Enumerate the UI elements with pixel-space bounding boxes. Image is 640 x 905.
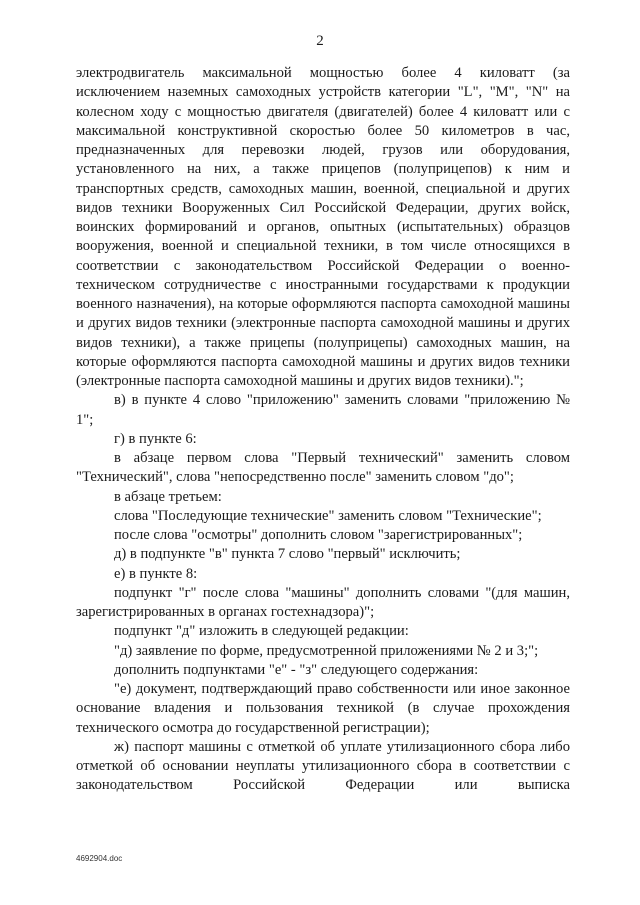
paragraph-third-abzac: в абзаце третьем: (114, 488, 222, 505)
paragraph-subitem-g: подпункт "г" после слова "машины" дополнить словами "(для машин, зарегистрированных в органах гостехнадзора)"; (76, 584, 570, 620)
paragraph-vehicle-definition: электродвигатель максимальной мощностью более 4 киловатт (за исключением наземных самоходных устройств категории "L", "M", "N" на колесном ходу с мощностью двигателя (двигателей) более 4 киловатт или с максимальной конструктивной скоростью более 50 километров в час, предназначенных для перевозки людей, грузов или оборудования, установленного на них, а также прицепов (полуприцепов) к ним и транспортных средств, самоходных машин, военной, специальной и других видов техники Вооруженных Сил Российской Федерации, других войск, воинских формирований и органов, опытных (испытательных) образцов вооружения, военной и специальной техники, в том числе относящихся в соответствии с законодательством Российской Федерации о военно-техническом сотрудничестве с иностранными государствами к продукции военного назначения), на которые оформляются паспорта самоходной машины и других видов техники (электронные паспорта самоходной машины и других видов техники), а также прицепы (полуприцепы) самоходных машин, на которые оформляются паспорта самоходной машины и других видов техники (электронные паспорта самоходной машины и других видов техники)."; (76, 65, 570, 389)
paragraph-first-abzac: в абзаце первом слова "Первый технический" заменить словом "Технический", слова "непосредственно после" заменить словом "до"; (76, 450, 570, 486)
page-number: 2 (316, 33, 324, 49)
paragraph-item-e: е) в пункте 8: (114, 565, 198, 582)
document-body (76, 64, 570, 796)
paragraph-item-d: д) в подпункте "в" пункта 7 слово "первый" исключить; (114, 546, 461, 563)
paragraph-add-subitems: дополнить подпунктами "е" - "з" следующего содержания: (114, 661, 479, 678)
paragraph-subitem-d: подпункт "д" изложить в следующей редакции: (114, 623, 409, 640)
paragraph-replace-words: слова "Последующие технические" заменить словом "Технические"; (114, 507, 542, 524)
paragraph-add-word: после слова "осмотры" дополнить словом "зарегистрированных"; (114, 527, 523, 543)
paragraph-application-form: "д) заявление по форме, предусмотренной приложениями № 2 и 3;"; (114, 642, 539, 659)
paragraph-item-g: г) в пункте 6: (114, 430, 197, 447)
paragraph-item-v: в) в пункте 4 слово "приложению" заменить словами "приложению № 1"; (76, 392, 570, 428)
paragraph-ownership-document: "е) документ, подтверждающий право собственности или иное законное основание владения и пользования техникой (в случае прохождения технического осмотра до государственной регистрации); (76, 681, 570, 736)
paragraph-machine-passport: ж) паспорт машины с отметкой об уплате утилизационного сбора либо отметкой об основании неуплаты утилизационного сбора в соответствии с законодательством Российской Федерации или выписка (76, 738, 570, 794)
footer-doc-id: 4692904.doc (76, 854, 123, 863)
